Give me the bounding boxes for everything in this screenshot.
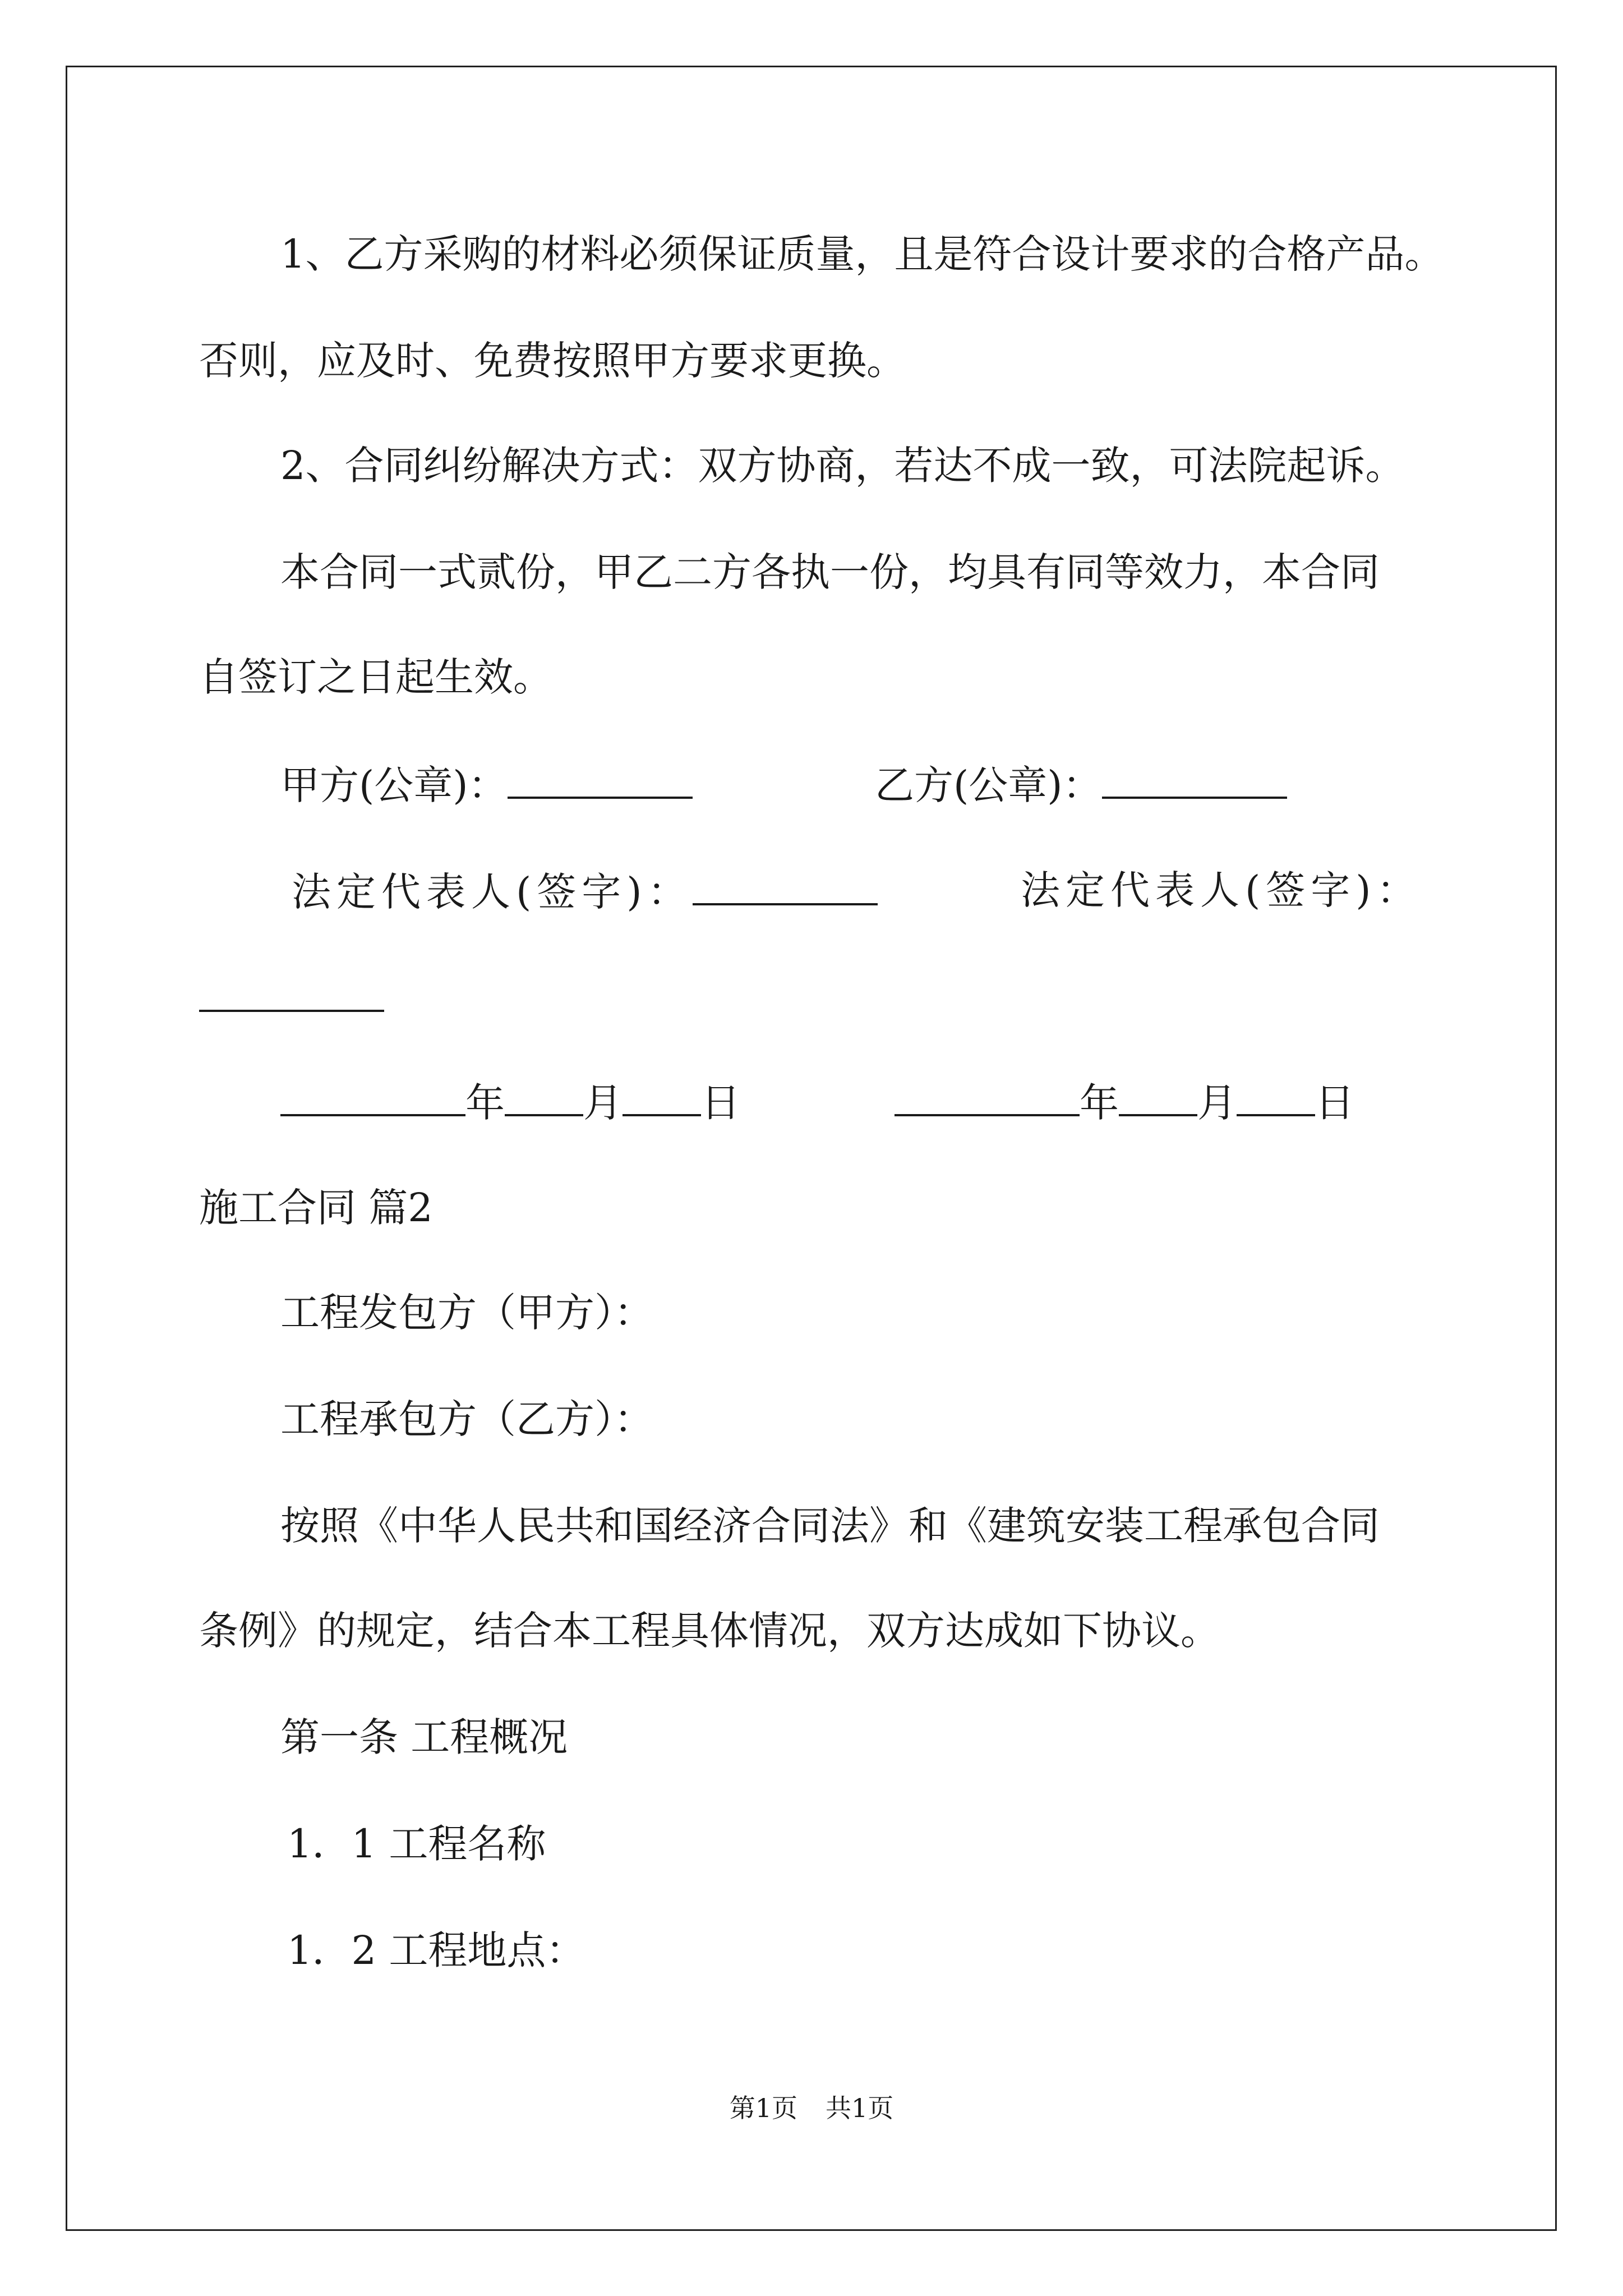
party-a-day-blank	[623, 1082, 701, 1116]
page-number-total: 共1页	[826, 2093, 894, 2123]
party-b-month-label: 月	[1197, 1080, 1237, 1126]
copies-line-1: 本合同一式贰份，甲乙二方各执一份，均具有同等效力，本合同	[280, 549, 1380, 595]
party-a-rep-row	[292, 869, 878, 915]
party-a-year-label: 年	[465, 1080, 505, 1126]
party-b-date-row	[895, 1080, 1354, 1126]
party-b-rep-row	[1021, 867, 1422, 913]
clause-1-line-1: 1、乙方采购的材料必须保证质量，且是符合设计要求的合格产品。	[280, 231, 1444, 277]
party-a-seal-row	[280, 762, 693, 808]
party-a-rep-label: 法定代表人(签字)：	[292, 869, 693, 915]
party-a-year-blank	[280, 1082, 465, 1116]
party-b-year-label: 年	[1080, 1080, 1119, 1126]
page-number-current: 第1页	[729, 2093, 797, 2123]
party-a-seal-label: 甲方(公章)：	[280, 762, 508, 808]
basis-line-1: 按照《中华人民共和国经济合同法》和《建筑安装工程承包合同	[280, 1503, 1380, 1549]
page-border	[66, 66, 1557, 2231]
party-b-year-blank	[895, 1082, 1080, 1116]
item-1-1: 1．1 工程名称	[287, 1821, 546, 1867]
party-b-rep-blank	[199, 977, 384, 1012]
clause-1-line-2: 否则，应及时、免费按照甲方要求更换。	[199, 338, 906, 384]
party-b-rep-blank-row	[199, 977, 384, 1018]
party-a-seal-blank	[508, 764, 693, 799]
page-footer	[0, 2095, 1623, 2121]
party-a-month-blank	[505, 1082, 583, 1116]
section-title: 施工合同 篇2	[199, 1185, 433, 1231]
party-a-rep-blank	[693, 871, 878, 905]
party-a-day-label: 日	[701, 1080, 740, 1126]
copies-line-2: 自签订之日起生效。	[199, 654, 552, 700]
party-b-day-blank	[1237, 1082, 1315, 1116]
party-a-date-row	[280, 1080, 740, 1126]
party-b-rep-label: 法定代表人(签字)：	[1021, 867, 1422, 913]
party-a-month-label: 月	[583, 1080, 623, 1126]
article-1-heading: 第一条 工程概况	[280, 1714, 568, 1760]
party-b-day-label: 日	[1315, 1080, 1354, 1126]
employer-line: 工程发包方（甲方）：	[280, 1290, 653, 1336]
contractor-line: 工程承包方（乙方）：	[280, 1396, 653, 1442]
basis-line-2: 条例》的规定，结合本工程具体情况，双方达成如下协议。	[199, 1608, 1220, 1654]
party-b-seal-blank	[1102, 764, 1287, 799]
party-b-seal-label: 乙方(公章)：	[875, 762, 1102, 808]
party-b-month-blank	[1119, 1082, 1197, 1116]
clause-2: 2、合同纠纷解决方式：双方协商，若达不成一致，可法院起诉。	[280, 443, 1405, 489]
party-b-seal-row	[875, 762, 1287, 808]
item-1-2: 1．2 工程地点：	[287, 1927, 585, 1973]
